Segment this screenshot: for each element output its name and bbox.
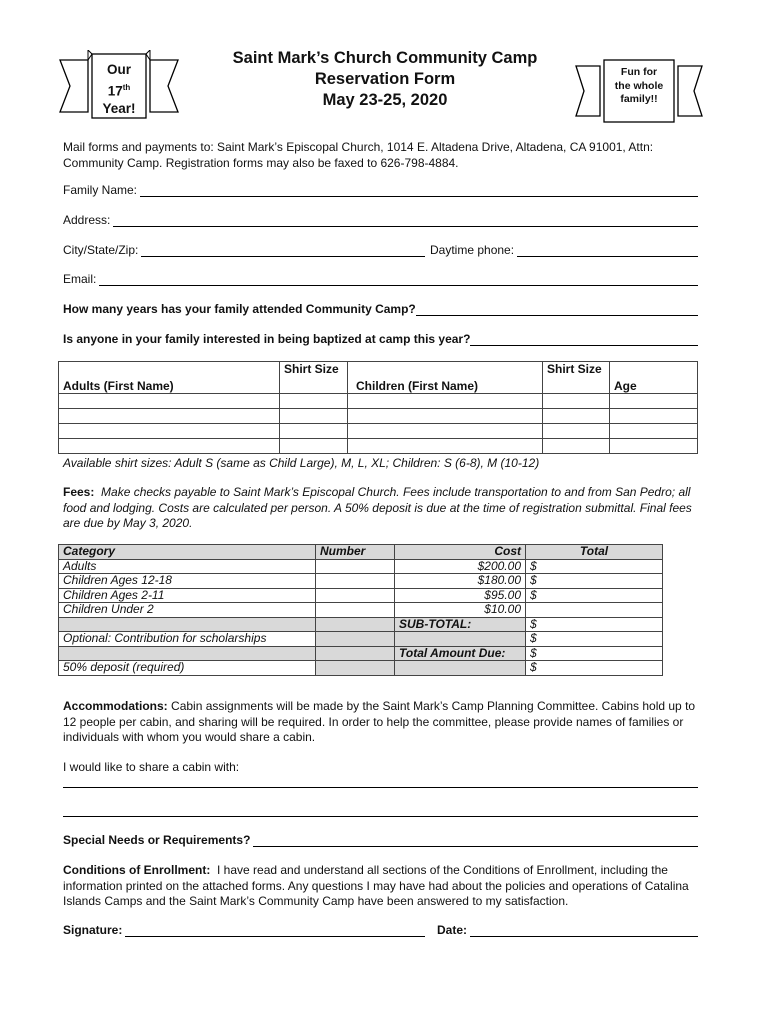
fun-badge: Fun for the whole family!!	[574, 58, 704, 126]
badge-line-3: Year!	[102, 100, 136, 116]
address-field[interactable]: Address:	[63, 213, 698, 227]
years-attended-field[interactable]: How many years has your family attended Community Camp?	[63, 302, 698, 316]
table-row[interactable]: Children Ages 2-11 $95.00 $	[59, 588, 663, 603]
table-row[interactable]: Children Under 2 $10.00	[59, 603, 663, 618]
deposit-row[interactable]: 50% deposit (required) $	[59, 661, 663, 676]
badge-line-2: 17th	[107, 82, 131, 98]
header-adults: Adults (First Name)	[59, 362, 280, 394]
total-row[interactable]: Total Amount Due: $	[59, 646, 663, 661]
subtotal-row[interactable]: SUB-TOTAL: $	[59, 617, 663, 632]
form-title: Saint Mark’s Church Community Camp Reservation Form May 23-25, 2020	[232, 49, 538, 109]
badge-line-1: Our	[106, 62, 131, 77]
table-row[interactable]	[59, 424, 698, 439]
baptism-interest-field[interactable]: Is anyone in your family interested in being baptized at camp this year?	[63, 332, 698, 346]
date-field[interactable]: Date:	[437, 923, 698, 937]
fees-paragraph: Fees: Make checks payable to Saint Mark’s Episcopal Church. Fees include transportation to and from San Pedro; all food and lodging. Costs are calculated per person. A 50% deposit is due at the time of registration submittal. Final fees are due by May 3, 2020.	[63, 485, 692, 530]
header-category: Category	[59, 545, 316, 560]
table-row[interactable]: Children Ages 12-18 $180.00 $	[59, 574, 663, 589]
signature-field[interactable]: Signature:	[63, 923, 425, 937]
header-age: Age	[610, 362, 698, 394]
conditions-paragraph: Conditions of Enrollment: I have read and understand all sections of the Conditions of Enrollment, including the information printed on the attached forms. Any questions I may have had about the policies and operations of Catalina Islands Camps and the Saint Mark’s Community Camp have been answered to my satisfaction.	[63, 863, 689, 908]
mailing-instructions: Mail forms and payments to: Saint Mark’s Episcopal Church, 1014 E. Altadena Drive, Altadena, CA 91001, Attn: Community Camp. Registration forms may also be faxed to 626-798-4884.	[63, 140, 654, 170]
share-cabin-line-1[interactable]	[63, 787, 698, 788]
table-row[interactable]	[59, 394, 698, 409]
header-children: Children (First Name)	[348, 362, 543, 394]
family-members-table	[58, 361, 698, 454]
header-cost: Cost	[395, 545, 526, 560]
family-name-field[interactable]: Family Name:	[63, 183, 698, 197]
fee-table	[58, 544, 663, 676]
scholarship-row[interactable]: Optional: Contribution for scholarships $	[59, 632, 663, 647]
shirt-size-note: Available shirt sizes: Adult S (same as Child Large), M, L, XL; Children: S (6-8), M (10-12)	[63, 456, 540, 470]
header-total: Total	[526, 545, 663, 560]
share-cabin-line-2[interactable]	[63, 816, 698, 817]
header-shirt-size: Shirt Size	[280, 362, 348, 394]
daytime-phone-field[interactable]: Daytime phone:	[430, 243, 698, 257]
city-state-zip-field[interactable]: City/State/Zip:	[63, 243, 425, 257]
table-row[interactable]: Adults $200.00 $	[59, 559, 663, 574]
share-cabin-label: I would like to share a cabin with:	[63, 760, 240, 774]
table-row[interactable]	[59, 409, 698, 424]
special-needs-field[interactable]: Special Needs or Requirements?	[63, 833, 698, 847]
accommodations-paragraph: Accommodations: Cabin assignments will be made by the Saint Mark’s Camp Planning Committee. Cabins hold up to 12 people per cabin, and sharing will be required. In order to help the committee, please provide names of families or individuals with whom you would share a cabin.	[63, 699, 696, 744]
header-shirt-size: Shirt Size	[543, 362, 610, 394]
header-number: Number	[316, 545, 395, 560]
table-row[interactable]	[59, 439, 698, 454]
email-field[interactable]: Email:	[63, 272, 698, 286]
